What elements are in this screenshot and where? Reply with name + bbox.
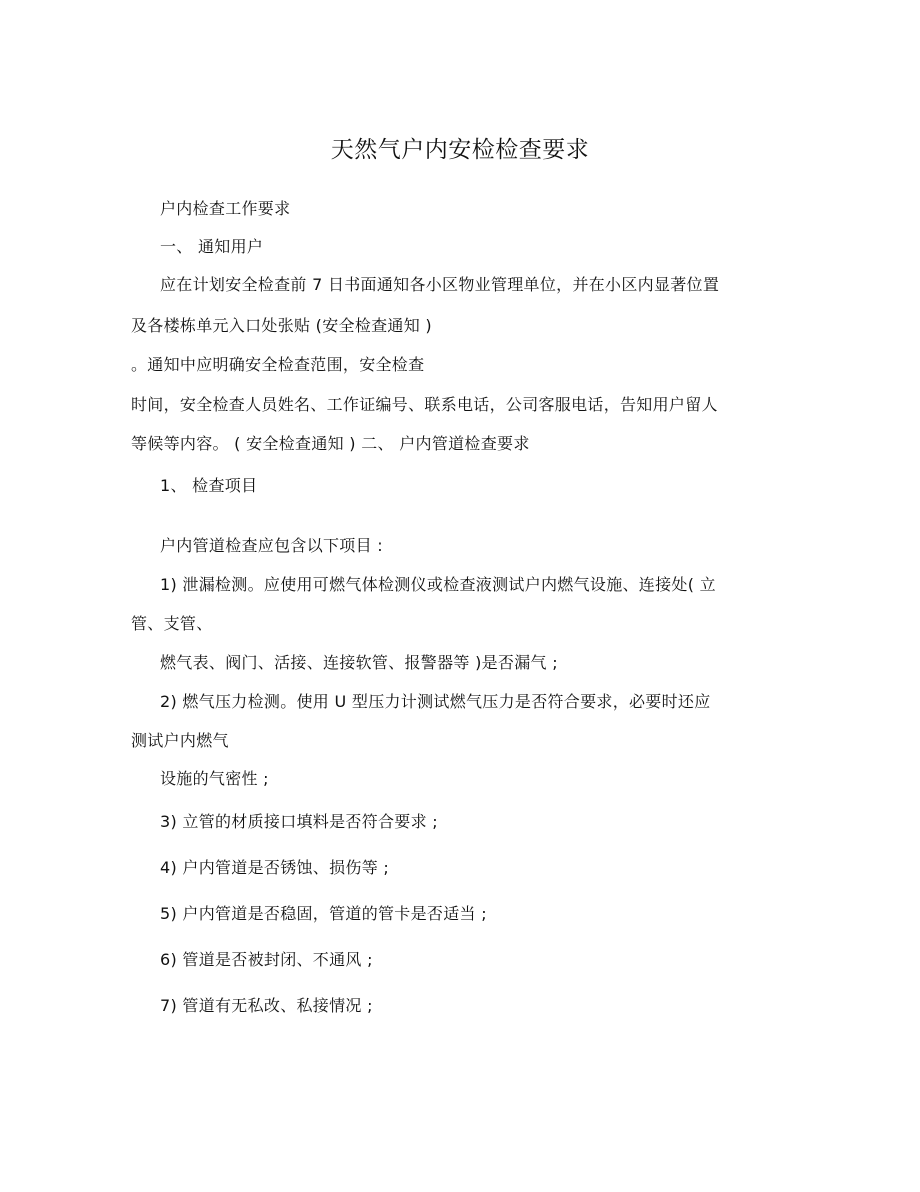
document-title: 天然气户内安检检查要求 (330, 137, 590, 163)
paragraph-line: 户内管道检查应包含以下项目 : (160, 536, 383, 555)
list-item-continuation: 燃气表、阀门、活接、连接软管、报警器等 )是否漏气 ; (160, 653, 558, 672)
list-item: 3) 立管的材质接口填料是否符合要求 ; (160, 812, 438, 831)
list-item-continuation: 测试户内燃气 (131, 731, 229, 750)
paragraph-line: 等候等内容。 ( 安全检查通知 ) 二、 户内管道检查要求 (131, 434, 530, 453)
list-item: 6) 管道是否被封闭、不通风 ; (160, 950, 373, 969)
subsection-heading: 1、 检查项目 (160, 476, 258, 495)
list-item: 4) 户内管道是否锈蚀、损伤等 ; (160, 858, 390, 877)
list-item-continuation: 管、支管、 (131, 614, 213, 633)
list-item-continuation: 设施的气密性 ; (160, 769, 269, 788)
list-item: 7) 管道有无私改、私接情况 ; (160, 996, 373, 1015)
paragraph-line: 。通知中应明确安全检查范围，安全检查 (131, 355, 425, 374)
subsection-heading: 一、 通知用户 (160, 237, 264, 256)
section-heading: 户内检查工作要求 (160, 199, 291, 218)
paragraph-line: 及各楼栋单元入口处张贴 (安全检查通知 ) (131, 316, 432, 335)
list-item: 5) 户内管道是否稳固，管道的管卡是否适当 ; (160, 904, 487, 923)
paragraph-line: 时间，安全检查人员姓名、工作证编号、联系电话，公司客服电话，告知用户留人 (131, 395, 718, 414)
list-item: 2) 燃气压力检测。使用 U 型压力计测试燃气压力是否符合要求，必要时还应 (160, 692, 711, 711)
list-item: 1) 泄漏检测。应使用可燃气体检测仪或检查液测试户内燃气设施、连接处( 立 (160, 575, 716, 594)
paragraph-line: 应在计划安全检查前 7 日书面通知各小区物业管理单位，并在小区内显著位置 (160, 275, 720, 294)
